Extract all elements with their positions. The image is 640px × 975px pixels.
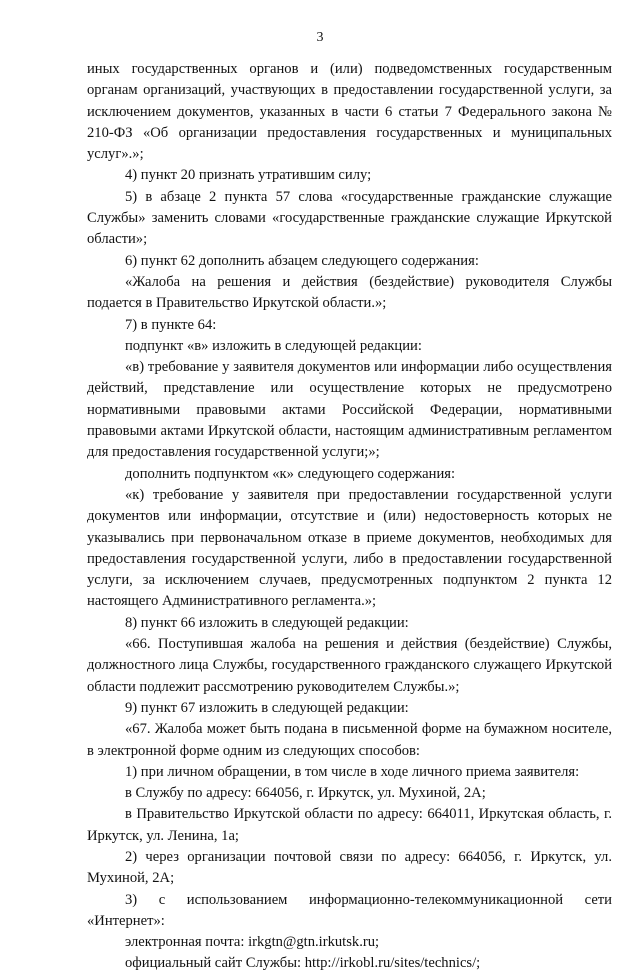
paragraph: 6) пункт 62 дополнить абзацем следующего содержания: [125, 252, 479, 269]
paragraph: иных государственных органов и (или) подведомственных государственным органам организаций, участвующих в предоставлении государственной услуги, за исключением документов, указанных в части 6 статьи 7 Федерального закона № 210-ФЗ «Об организации предоставления государственных и муниципальных услуг».»; [87, 61, 612, 163]
page-number: 3 [316, 30, 324, 45]
paragraph: в Службу по адресу: 664056, г. Иркутск, ул. Мухиной, 2А; [125, 785, 486, 802]
paragraph: «Жалоба на решения и действия (бездействие) руководителя Службы подается в Правительство Иркутской области.»; [87, 273, 612, 312]
paragraph: 7) в пункте 64: [125, 316, 217, 333]
paragraph: электронная почта: irkgtn@gtn.irkutsk.ru; [125, 934, 380, 951]
paragraph: 3) с использованием информационно-телекоммуникационной сети «Интернет»: [87, 891, 612, 929]
paragraph: «66. Поступившая жалоба на решения и действия (бездействие) Службы, должностного лица Службы, государственного гражданского служащего Иркутской области подлежит рассмотрению руководителем Службы.»; [87, 636, 612, 695]
paragraph: 5) в абзаце 2 пункта 57 слова «государственные гражданские служащие Службы» заменить словами «государственные гражданские служащие Иркутской области»; [87, 188, 612, 248]
paragraph: «67. Жалоба может быть подана в письменной форме на бумажном носителе, в электронной форме одним из следующих способов: [87, 721, 612, 759]
document-body [87, 59, 612, 975]
paragraph: «в) требование у заявителя документов или информации либо осуществления действий, представление или осуществление которых не предусмотрено нормативными правовыми актами Российской Федерации, нормативными правовыми актами Иркутской области, настоящим административным регламентом для предоставления государственной услуги;»; [87, 359, 612, 461]
paragraph: 1) при личном обращении, в том числе в ходе личного приема заявителя: [125, 763, 580, 780]
paragraph: подпункт «в» изложить в следующей редакции: [125, 337, 422, 354]
paragraph: 9) пункт 67 изложить в следующей редакции: [125, 699, 409, 716]
paragraph: 4) пункт 20 признать утратившим силу; [125, 167, 372, 184]
paragraph: официальный сайт Службы: http://irkobl.ru/sites/technics/; [125, 955, 481, 972]
paragraph: в Правительство Иркутской области по адресу: 664011, Иркутская область, г. Иркутск, ул. Ленина, 1а; [87, 806, 612, 844]
paragraph: 2) через организации почтовой связи по адресу: 664056, г. Иркутск, ул. Мухиной, 2А; [87, 848, 612, 887]
paragraph: 8) пункт 66 изложить в следующей редакции: [125, 614, 409, 631]
paragraph: «к) требование у заявителя при предоставлении государственной услуги документов или информации, отсутствие и (или) недостоверность которых не указывались при первоначальном отказе в приеме документов, необходимых для предоставления государственной услуги, либо в предоставлении государственной услуги, за исключением случаев, предусмотренных подпунктом 2 пункта 12 настоящего Административного регламента.»; [87, 486, 612, 610]
paragraph: дополнить подпунктом «к» следующего содержания: [125, 465, 456, 482]
